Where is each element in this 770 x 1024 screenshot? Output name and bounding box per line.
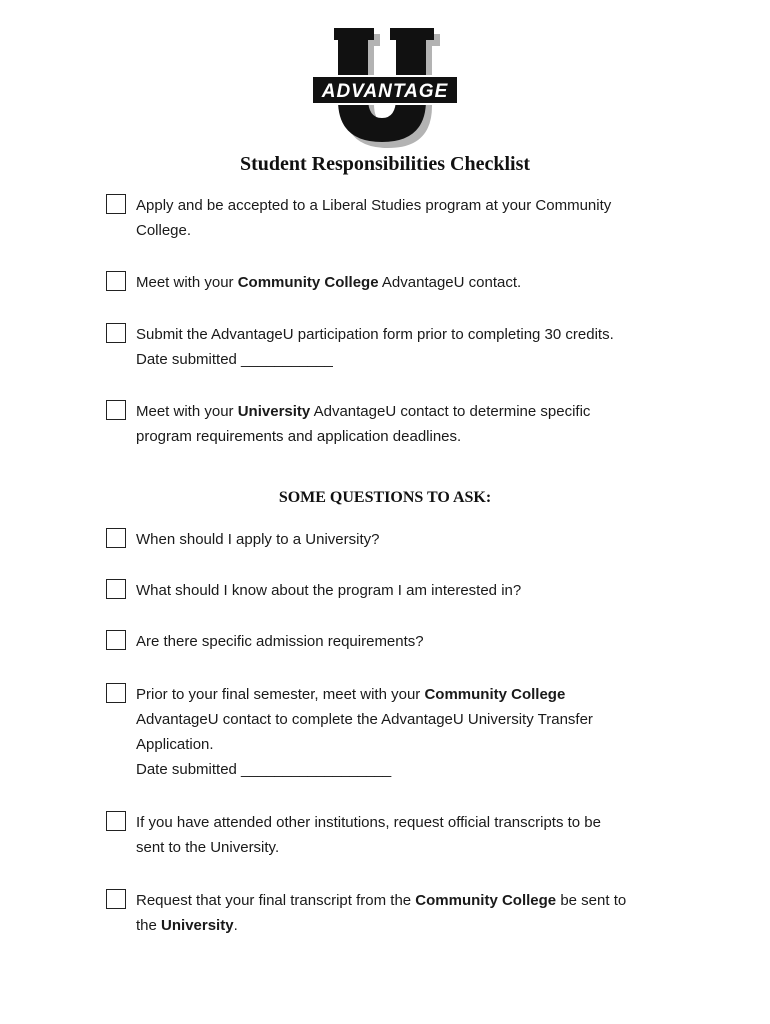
checklist-item-text bbox=[136, 322, 686, 372]
text-run: What should I know about the program I am interested in? bbox=[136, 582, 522, 599]
checklist-item-text bbox=[136, 629, 686, 654]
text-run: Meet with your bbox=[136, 403, 238, 420]
checklist-item bbox=[106, 630, 686, 654]
checklist-item-text bbox=[136, 193, 686, 243]
text-run: program requirements and application deadlines. bbox=[136, 428, 462, 445]
checkbox[interactable] bbox=[106, 271, 126, 291]
text-run: Date submitted ___________ bbox=[136, 351, 333, 368]
checklist-item bbox=[106, 579, 686, 603]
checklist-item-text bbox=[136, 810, 686, 860]
checkbox[interactable] bbox=[106, 579, 126, 599]
text-run: If you have attended other institutions, request official transcripts to be bbox=[136, 814, 601, 831]
text-run: be sent to bbox=[556, 892, 627, 909]
logo-wordmark: ADVANTAGE bbox=[321, 81, 449, 102]
text-run: Apply and be accepted to a Liberal Studies program at your Community bbox=[136, 197, 612, 214]
text-run: AdvantageU contact to determine specific bbox=[310, 403, 591, 420]
checkbox[interactable] bbox=[106, 400, 126, 420]
emphasis-text: University bbox=[161, 917, 234, 934]
checkbox[interactable] bbox=[106, 528, 126, 548]
text-run: Meet with your bbox=[136, 274, 238, 291]
checkbox[interactable] bbox=[106, 889, 126, 909]
text-run: College. bbox=[136, 222, 192, 239]
checkbox[interactable] bbox=[106, 323, 126, 343]
text-run: AdvantageU contact to complete the AdvantageU University Transfer bbox=[136, 711, 593, 728]
text-run: AdvantageU contact. bbox=[378, 274, 522, 291]
checklist-item bbox=[106, 194, 686, 243]
checklist-item-text bbox=[136, 682, 686, 782]
emphasis-text: Community College bbox=[415, 892, 557, 909]
checklist-item-text bbox=[136, 399, 686, 449]
text-run: Are there specific admission requirements? bbox=[136, 633, 424, 650]
checklist-item bbox=[106, 811, 686, 860]
text-run: . bbox=[233, 917, 238, 934]
text-run: Date submitted __________________ bbox=[136, 761, 392, 778]
checklist-item bbox=[106, 271, 686, 295]
checkbox[interactable] bbox=[106, 683, 126, 703]
questions-heading: SOME QUESTIONS TO ASK: bbox=[278, 489, 492, 506]
text-run: the bbox=[136, 917, 162, 934]
text-run: Application. bbox=[136, 736, 214, 753]
checklist-item-text bbox=[136, 527, 686, 552]
emphasis-text: Community College bbox=[424, 686, 566, 703]
text-run: Prior to your final semester, meet with your bbox=[136, 686, 425, 703]
text-run: When should I apply to a University? bbox=[136, 531, 380, 548]
advantage-u-logo bbox=[310, 26, 460, 152]
checklist-item bbox=[106, 889, 686, 938]
checklist-item-text bbox=[136, 888, 686, 938]
emphasis-text: University bbox=[237, 403, 311, 420]
text-run: Submit the AdvantageU participation form prior to completing 30 credits. bbox=[136, 326, 614, 343]
checklist-item bbox=[106, 683, 686, 782]
page-title: Student Responsibilities Checklist bbox=[239, 153, 531, 175]
checkbox[interactable] bbox=[106, 811, 126, 831]
checklist-item bbox=[106, 528, 686, 552]
text-run: sent to the University. bbox=[136, 839, 280, 856]
checklist-item-text bbox=[136, 270, 686, 295]
checklist-item bbox=[106, 400, 686, 449]
checklist-item-text bbox=[136, 578, 686, 603]
checklist-item bbox=[106, 323, 686, 372]
text-run: Request that your final transcript from the bbox=[136, 892, 416, 909]
checkbox[interactable] bbox=[106, 630, 126, 650]
emphasis-text: Community College bbox=[237, 274, 379, 291]
checkbox[interactable] bbox=[106, 194, 126, 214]
